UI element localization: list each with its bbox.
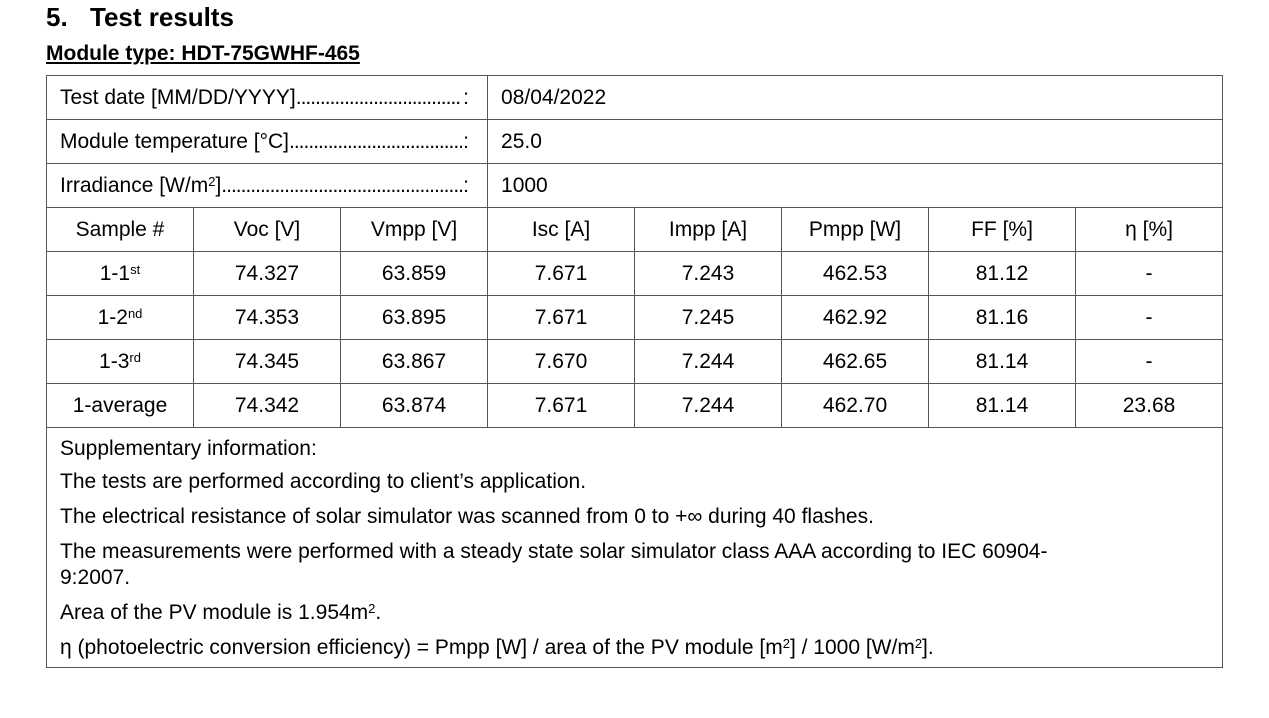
section-title: Test results [90,2,235,32]
ff-cell: 81.12 [929,252,1076,296]
sample-cell: 1-1st [47,252,194,296]
pmpp-cell: 462.53 [782,252,929,296]
vmpp-cell: 63.867 [341,340,488,384]
supplementary-cell [47,428,1223,668]
impp-cell: 7.245 [635,296,782,340]
eta-cell: - [1076,252,1223,296]
impp-cell: 7.243 [635,252,782,296]
module-type-heading: Module type: HDT-75GWHF-465 [46,42,360,65]
header-voc: Voc [V] [194,208,341,252]
sample-cell: 1-3rd [47,340,194,384]
sample-cell: 1-2nd [47,296,194,340]
ff-cell: 81.14 [929,340,1076,384]
section-number: 5. [46,2,68,32]
module-temperature-value: 25.0 [488,120,1223,164]
condition-row-irradiance [47,164,1223,208]
condition-label-cell: Test date [MM/DD/YYYY] ..... : [47,76,488,120]
vmpp-cell: 63.859 [341,252,488,296]
isc-cell: 7.670 [488,340,635,384]
supplementary-line: Area of the PV module is $1.954m^2$. [60,601,382,624]
ff-cell: 81.14 [929,384,1076,428]
isc-cell: 7.671 [488,384,635,428]
condition-label-cell: Irradiance $[W/m^2]$ ..... : [47,164,488,208]
table-header-row [47,208,1223,252]
pmpp-cell: 462.92 [782,296,929,340]
isc-cell: 7.671 [488,252,635,296]
table-row [47,296,1223,340]
voc-cell: 74.327 [194,252,341,296]
pmpp-cell: 462.70 [782,384,929,428]
voc-cell: 74.342 [194,384,341,428]
supplementary-line: The measurements were performed with a steady state solar simulator class AAA according to IEC 60904- 9:2007. [60,540,1048,589]
isc-cell: 7.671 [488,296,635,340]
supplementary-row [47,428,1223,668]
section-heading [46,2,234,33]
module-temperature-label: Module temperature [°C] [60,129,290,153]
voc-cell: 74.345 [194,340,341,384]
header-ff: FF [%] [929,208,1076,252]
header-eta: η [%] [1076,208,1223,252]
supplementary-title: Supplementary information: [60,437,317,460]
voc-cell: 74.353 [194,296,341,340]
impp-cell: 7.244 [635,384,782,428]
test-date-value: 08/04/2022 [488,76,1223,120]
condition-label-cell: Module temperature [°C] ..... : [47,120,488,164]
condition-row-test-date [47,76,1223,120]
vmpp-cell: 63.895 [341,296,488,340]
supplementary-line: The electrical resistance of solar simulator was scanned from 0 to +∞ during 40 flashes. [60,505,874,528]
header-pmpp: Pmpp [W] [782,208,929,252]
test-results-table [46,75,1223,668]
irradiance-value: 1000 [488,164,1223,208]
pmpp-cell: 462.65 [782,340,929,384]
irradiance-label: Irradiance $[W/m^2]$ [60,173,222,197]
ff-cell: 81.16 [929,296,1076,340]
supplementary-line: η (photoelectric conversion efficiency) = Pmpp [W] / area of the PV module $[m^2] / 1000$ $[W/m^2]$. [60,636,934,659]
eta-cell: - [1076,340,1223,384]
eta-cell: - [1076,296,1223,340]
vmpp-cell: 63.874 [341,384,488,428]
test-date-label: Test date [MM/DD/YYYY] [60,85,296,109]
eta-cell: 23.68 [1076,384,1223,428]
header-isc: Isc [A] [488,208,635,252]
table-row [47,340,1223,384]
impp-cell: 7.244 [635,340,782,384]
header-impp: Impp [A] [635,208,782,252]
header-vmpp: Vmpp [V] [341,208,488,252]
table-row [47,252,1223,296]
sample-cell: 1-average [47,384,194,428]
supplementary-line: The tests are performed according to client’s application. [60,470,587,493]
table-row-average [47,384,1223,428]
header-sample: Sample # [47,208,194,252]
condition-row-module-temperature [47,120,1223,164]
